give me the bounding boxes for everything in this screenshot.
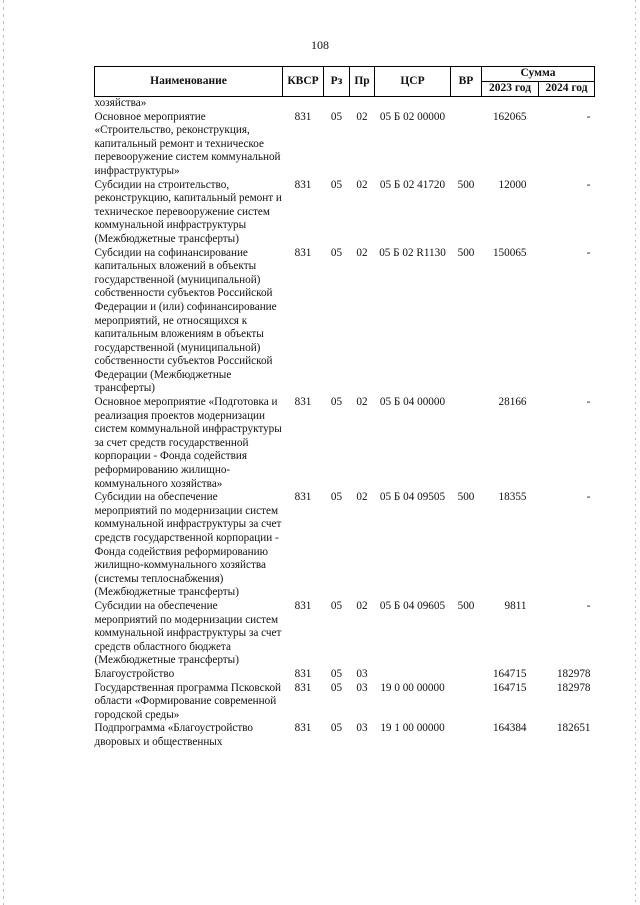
row-pr: 03: [356, 722, 368, 735]
table-row: [95, 97, 595, 111]
row-sum-2024: 182978: [556, 681, 591, 694]
row-rz: 05: [330, 681, 343, 694]
budget-table: [94, 66, 595, 750]
row-vr: 500: [457, 246, 475, 259]
row-rz: 05: [330, 667, 343, 680]
row-sum-2023: 12000: [498, 178, 527, 191]
table-row: [95, 668, 595, 682]
row-name: Основное мероприятие «Подготовка и реализация проектов модернизации систем коммунальной инфраструктуры за счет средств государственной корпорации - Фонда содействия реформированию жилищно-коммунального хозяйства»: [94, 396, 282, 490]
row-sum-2023: 164384: [492, 722, 527, 735]
row-sum-2024: 182651: [556, 722, 591, 735]
header-year-2024: 2024 год: [539, 82, 595, 97]
row-rz: 05: [330, 722, 343, 735]
row-rz: 05: [330, 396, 343, 409]
row-rz: 05: [330, 110, 343, 123]
header-vr: ВР: [451, 67, 482, 97]
row-csr: 05 Б 02 00000: [379, 110, 446, 123]
row-sum-2023: [482, 97, 539, 111]
row-pr: 02: [356, 599, 368, 612]
row-kvsr: 831: [294, 246, 312, 259]
row-vr: [451, 396, 482, 491]
row-sum-2024: -: [586, 491, 591, 504]
header-year-2023: 2023 год: [482, 82, 539, 97]
row-sum-2023: 9811: [504, 599, 527, 612]
row-sum-2024: 182978: [556, 667, 591, 680]
row-csr: 05 Б 04 09605: [379, 599, 446, 612]
row-rz: [324, 97, 350, 111]
row-csr: 05 Б 04 00000: [379, 396, 446, 409]
row-name: хозяйства»: [94, 97, 147, 109]
row-csr: 19 0 00 00000: [380, 681, 445, 694]
row-sum-2023: 164715: [492, 667, 527, 680]
row-name: Субсидии на обеспечение мероприятий по модернизации систем коммунальной инфраструктуры за счет средств государственной корпорации - Фонда содействия реформированию жилищно-коммунального хозяйства (системы теплоснабжения) (Межбюджетные трансферты): [94, 491, 282, 599]
row-vr: [451, 111, 482, 179]
row-kvsr: 831: [294, 599, 312, 612]
row-sum-2024: -: [586, 246, 591, 259]
row-csr: [375, 97, 451, 111]
page-number: 108: [311, 38, 329, 52]
header-pr: Пр: [350, 67, 375, 97]
scan-edge-left: [3, 0, 4, 905]
row-name: Субсидии на обеспечение мероприятий по модернизации систем коммунальной инфраструктуры за счет средств областного бюджета (Межбюджетные трансферты): [94, 599, 282, 667]
row-kvsr: [283, 97, 324, 111]
row-kvsr: 831: [294, 722, 312, 735]
row-vr: [451, 682, 482, 723]
table-body: [95, 97, 595, 750]
table-row: [95, 179, 595, 247]
row-pr: 02: [356, 110, 368, 123]
row-sum-2023: 164715: [492, 681, 527, 694]
row-sum-2024: [539, 97, 595, 111]
row-name: Государственная программа Псковской области «Формирование современной городской среды»: [94, 681, 282, 721]
table-row: [95, 722, 595, 749]
row-vr: 500: [457, 491, 475, 504]
row-vr: [451, 97, 482, 111]
row-kvsr: 831: [294, 491, 312, 504]
header-rz: Рз: [324, 67, 350, 97]
row-pr: 02: [356, 246, 368, 259]
row-sum-2024: -: [586, 178, 591, 191]
row-csr: 05 Б 02 R1130: [379, 246, 446, 259]
row-name: Субсидии на софинансирование капитальных вложений в объекты государственной (муниципальной) собственности субъектов Российской Федерации и (или) софинансирование мероприятий, не относящихся к капитальным вложениям в объекты государственной (муниципальной) собственности субъектов Российской Федерации (Межбюджетные трансферты): [94, 246, 277, 395]
row-kvsr: 831: [294, 178, 312, 191]
row-vr: [451, 722, 482, 749]
row-kvsr: 831: [294, 667, 312, 680]
row-vr: [451, 668, 482, 682]
row-pr: 02: [356, 396, 368, 409]
row-vr: 500: [457, 599, 475, 612]
row-rz: 05: [330, 246, 343, 259]
header-csr: ЦСР: [375, 67, 451, 97]
row-sum-2024: -: [586, 396, 591, 409]
row-rz: 05: [330, 178, 343, 191]
row-kvsr: 831: [294, 681, 312, 694]
row-sum-2024: -: [586, 110, 591, 123]
row-vr: 500: [457, 178, 475, 191]
header-name: Наименование: [95, 67, 283, 97]
row-sum-2023: 150065: [492, 246, 527, 259]
row-sum-2023: 18355: [498, 491, 527, 504]
table-row: [95, 111, 595, 179]
row-pr: 03: [356, 681, 368, 694]
table-row: [95, 491, 595, 600]
row-rz: 05: [330, 599, 343, 612]
table-row: [95, 600, 595, 668]
row-pr: [350, 97, 375, 111]
row-csr: 05 Б 04 09505: [379, 491, 446, 504]
row-pr: 02: [356, 491, 368, 504]
table-row: [95, 396, 595, 491]
scan-edge-right: [635, 0, 636, 905]
row-csr: 19 1 00 00000: [380, 722, 445, 735]
row-sum-2024: -: [586, 599, 591, 612]
row-name: Благоустройство: [94, 667, 175, 680]
header-sum: Сумма: [482, 67, 595, 82]
row-csr: [375, 668, 451, 682]
row-rz: 05: [330, 491, 343, 504]
row-pr: 03: [356, 667, 368, 680]
row-pr: 02: [356, 178, 368, 191]
row-name: Субсидии на строительство, реконструкцию, капитальный ремонт и техническое перевооружение систем коммунальной инфраструктуры (Межбюджетные трансферты): [94, 178, 282, 245]
row-sum-2023: 28166: [498, 396, 527, 409]
table-row: [95, 247, 595, 397]
table-header: [95, 67, 595, 97]
row-name: Подпрограмма «Благоустройство дворовых и общественных: [94, 722, 254, 748]
header-kvsr: КВСР: [283, 67, 324, 97]
table-row: [95, 682, 595, 723]
row-kvsr: 831: [294, 396, 312, 409]
row-name: Основное мероприятие «Строительство, реконструкция, капитальный ремонт и техническое перевооружение систем коммунальной инфраструктуры»: [94, 110, 281, 177]
row-csr: 05 Б 02 41720: [379, 178, 446, 191]
row-kvsr: 831: [294, 110, 312, 123]
row-sum-2023: 162065: [492, 110, 527, 123]
